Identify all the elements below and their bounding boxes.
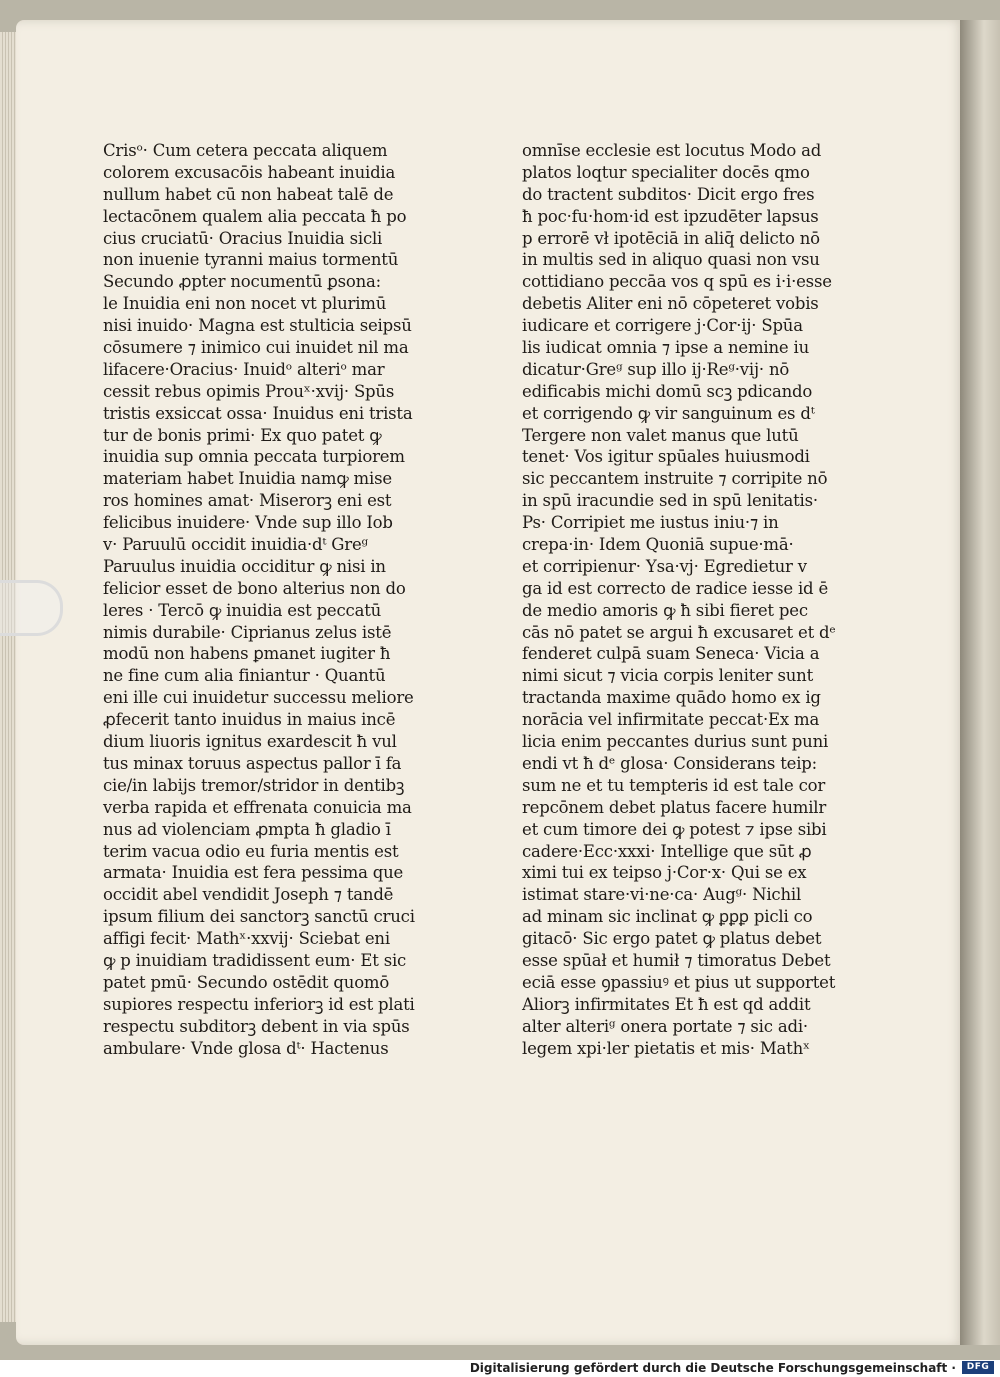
text-line: tristis exsiccat ossa· Inuidus eni trista	[103, 403, 413, 423]
text-line: nimi sicut ⁊ vicia corpis leniter sunt	[522, 666, 814, 686]
text-line: armata· Inuidia est fera pessima que	[103, 863, 404, 883]
text-line: Aliorꝫ infirmitates Et ħ est qd addit	[522, 994, 811, 1014]
text-line: debetis Aliter eni nō cōpeteret vobis	[522, 294, 819, 314]
text-line: ros homines amat· Miserorꝫ eni est	[103, 491, 392, 511]
text-line: sum ne et tu tempteris id est tale cor	[522, 775, 826, 795]
text-line: lectacōnem qualem alia peccata ħ po	[103, 206, 407, 226]
text-line: alter alteriᵍ onera portate ⁊ sic adi·	[522, 1016, 808, 1036]
text-line: Paruulus inuidia occiditur ꝙ nisi in	[103, 556, 386, 576]
text-line: Secundo ꝓpter nocumentū ꝑsona:	[103, 272, 382, 292]
text-line: platos loqtur specialiter docēs qmo	[522, 162, 810, 182]
text-line: cōsumere ⁊ inimico cui inuidet nil ma	[103, 338, 409, 358]
text-line: gitacō· Sic ergo patet ꝙ platus debet	[522, 929, 822, 949]
text-line: materiam habet Inuidia namꝙ mise	[103, 469, 392, 489]
text-line: affigi fecit· Mathˣ·xxvij· Sciebat eni	[103, 929, 390, 949]
text-line: terim vacua odio eu furia mentis est	[103, 841, 399, 861]
text-line: nimis durabile· Ciprianus zelus istē	[103, 622, 392, 642]
text-line: ad minam sic inclinat ꝙ ꝑꝑꝑ picli co	[522, 907, 813, 927]
text-line: dicatur·Greᵍ sup illo ij·Reᵍ·vij· nō	[522, 359, 790, 379]
text-line: fenderet culpā suam Seneca· Vicia a	[522, 644, 820, 664]
text-line: edificabis michi domū scꝫ pdicando	[522, 381, 813, 401]
text-line: leres · Tercō ꝙ inuidia est peccatū	[103, 600, 382, 620]
text-line: nisi inuido· Magna est stulticia seipsū	[103, 316, 412, 336]
footer-bar	[0, 1360, 1000, 1377]
text-line: eni ille cui inuidetur successu meliore	[103, 688, 414, 708]
text-line: ꝙ p inuidiam tradidissent eum· Et sic	[103, 950, 407, 970]
text-line: nus ad violenciam ꝓmpta ħ gladio ī	[103, 819, 391, 839]
text-line: felicior esset de bono alterius non do	[103, 578, 406, 598]
text-line: modū non habens ꝑmanet iugiter ħ	[103, 644, 391, 664]
text-line: lifacere·Oracius· Inuidᵒ alteriᵒ mar	[103, 359, 385, 379]
text-line: endi vt ħ dᵉ glosa· Considerans teip:	[522, 753, 818, 773]
text-line: esse spūał et humił ⁊ timoratus Debet	[522, 950, 831, 970]
text-line: cās nō patet se argui ħ excusaret et dᵉ	[522, 622, 836, 642]
text-line: do tractent subditos· Dicit ergo fres	[522, 184, 815, 204]
text-line: felicibus inuidere· Vnde sup illo Iob	[103, 513, 393, 533]
text-line: omnīse ecclesie est locutus Modo ad	[522, 141, 822, 160]
text-line: colorem excusacōis habeant inuidia	[103, 162, 396, 182]
text-line: supiores respectu inferiorꝫ id est plati	[103, 994, 415, 1014]
text-line: p errorē vł ipotēciā in aliq̄ delicto nō	[522, 228, 820, 248]
text-line: cie/in labijs tremor/stridor in dentibꝫ	[103, 775, 405, 795]
text-line: ga id est correcto de radice iesse id ē	[522, 578, 829, 598]
book-gutter	[960, 20, 1000, 1345]
text-line: inuidia sup omnia peccata turpiorem	[103, 447, 405, 467]
text-line: et corripienur· Ysa·vj· Egredietur v	[522, 556, 807, 576]
text-line: dium liuoris ignitus exardescit ħ vul	[103, 732, 397, 752]
text-line: ximi tui ex teipso j·Cor·x· Qui se ex	[522, 863, 807, 883]
text-line: v· Paruulū occidit inuidia·dᵗ Greᵍ	[103, 535, 368, 555]
text-line: in spū iracundie sed in spū lenitatis·	[522, 491, 818, 511]
text-line: crepa·in· Idem Quoniā supue·mā·	[522, 535, 794, 555]
text-line: Crisᵒ· Cum cetera peccata aliquem	[103, 141, 388, 160]
right-text-column	[522, 140, 852, 1059]
text-line: tenet· Vos igitur spūales huiusmodi	[522, 447, 810, 467]
text-line: cius cruciatū· Oracius Inuidia sicli	[103, 228, 383, 248]
text-line: et corrigendo ꝙ vir sanguinum es dᵗ	[522, 403, 815, 423]
text-line: cottidiano peccāa vos q spū es i·i·esse	[522, 272, 832, 292]
text-line: ne fine cum alia finiantur · Quantū	[103, 666, 386, 686]
footer-credit: Digitalisierung gefördert durch die Deutsche Forschungsgemeinschaft ·	[469, 1361, 956, 1375]
text-line: repcōnem debet platus facere humilr	[522, 797, 827, 817]
text-line: Ps· Corripiet me iustus iniu·⁊ in	[522, 513, 779, 533]
text-line: occidit abel vendidit Joseph ⁊ tandē	[103, 885, 394, 905]
text-line: tractanda maxime quādo homo ex ig	[522, 688, 821, 708]
text-line: verba rapida et effrenata conuicia ma	[103, 797, 412, 817]
text-line: nullum habet cū non habeat talē de	[103, 184, 394, 204]
text-line: patet pmū· Secundo ostēdit quomō	[103, 972, 390, 992]
dfg-logo-icon: DFG	[962, 1361, 994, 1374]
text-line: tur de bonis primi· Ex quo patet ꝙ	[103, 425, 382, 445]
text-line: non inuenie tyranni maius tormentū	[103, 250, 399, 270]
text-line: Tergere non valet manus que lutū	[522, 425, 799, 445]
text-line: legem xpi·ler pietatis et mis· Mathˣ	[522, 1038, 810, 1058]
bookmark-ribbon	[0, 580, 63, 636]
text-line: eciā esse ꝯpassiuꝰ et pius ut supportet	[522, 972, 836, 992]
text-line: lis iudicat omnia ⁊ ipse a nemine iu	[522, 338, 810, 358]
text-line: ꝓfecerit tanto inuidus in maius incē	[103, 710, 396, 730]
text-line: iudicare et corrigere j·Cor·ij· Spūa	[522, 316, 803, 336]
text-line: ambulare· Vnde glosa dᵗ· Hactenus	[103, 1038, 389, 1058]
text-line: et cum timore dei ꝙ potest ⁊ ipse sibi	[522, 819, 827, 839]
text-line: ħ poc·fu·hom·id est ipzudēter lapsus	[522, 206, 819, 226]
left-text-column	[103, 140, 448, 1059]
text-line: ipsum filium dei sanctorꝫ sanctū cruci	[103, 907, 415, 927]
text-line: de medio amoris ꝙ ħ sibi fieret pec	[522, 600, 808, 620]
text-line: sic peccantem instruite ⁊ corripite nō	[522, 469, 828, 489]
text-line: licia enim peccantes durius sunt puni	[522, 732, 829, 752]
text-line: respectu subditorꝫ debent in via spūs	[103, 1016, 410, 1036]
text-line: norācia vel infirmitate peccat·Ex ma	[522, 710, 820, 730]
text-line: le Inuidia eni non nocet vt plurimū	[103, 294, 387, 314]
text-line: cadere·Ecc·xxxi· Intellige que sūt ꝓ	[522, 841, 812, 861]
text-line: istimat stare·vi·ne·ca· Augᵍ· Nichil	[522, 885, 802, 905]
text-line: tus minax toruus aspectus pallor ī fa	[103, 753, 402, 773]
text-line: in multis sed in aliquo quasi non vsu	[522, 250, 820, 270]
text-line: cessit rebus opimis Prouˣ·xvij· Spūs	[103, 381, 395, 401]
